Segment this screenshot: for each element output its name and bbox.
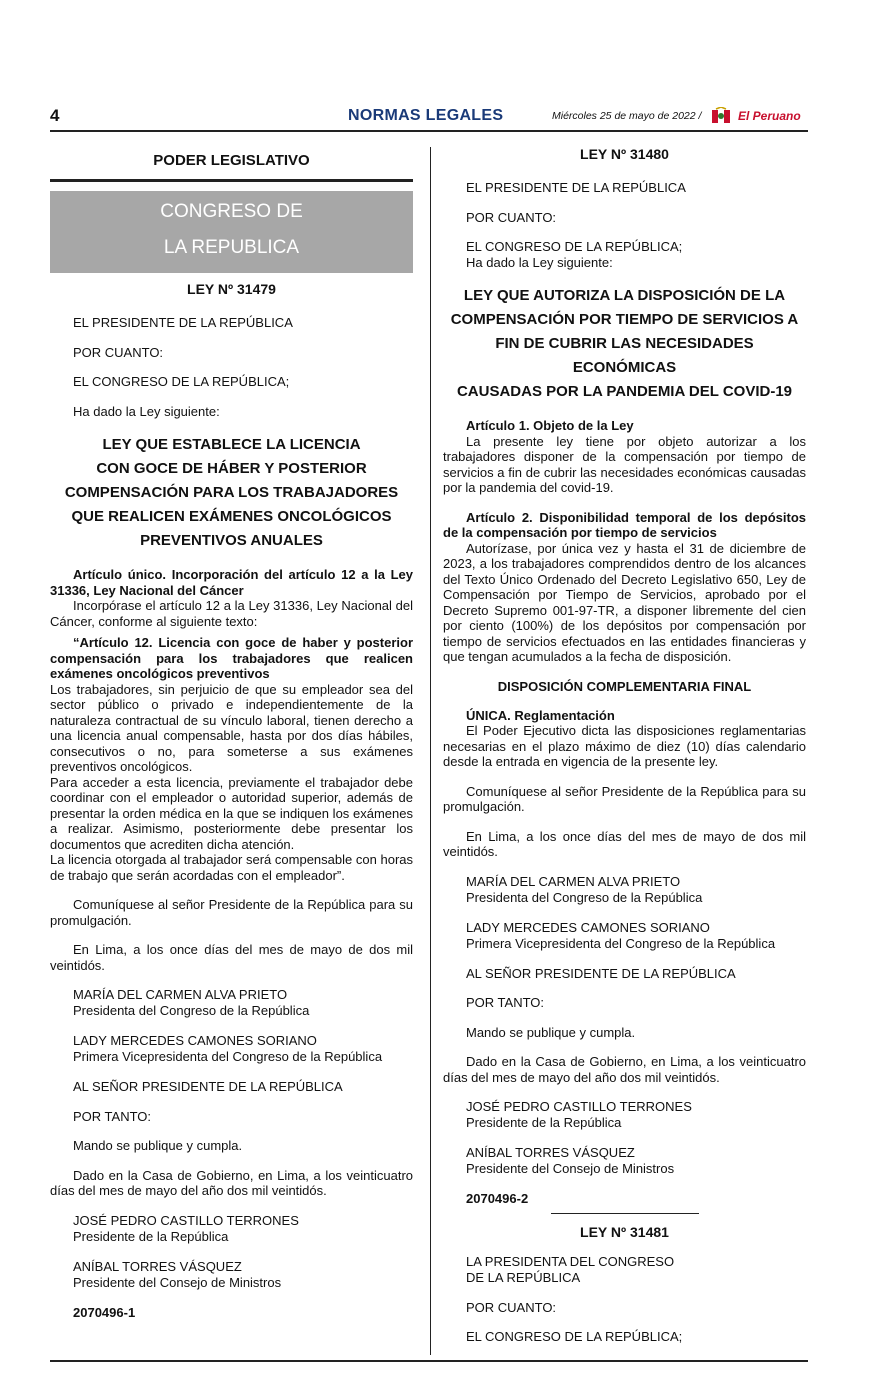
paragraph: Mando se publique y cumpla. xyxy=(73,1138,243,1153)
law-title-line: PREVENTIVOS ANUALES xyxy=(140,532,323,549)
signatory-role: Presidente del Consejo de Ministros xyxy=(466,1161,675,1176)
signatory-name: ANÍBAL TORRES VÁSQUEZ xyxy=(466,1145,635,1160)
signature-block xyxy=(443,1145,806,1177)
paragraph: EL PRESIDENTE DE LA REPÚBLICA xyxy=(466,180,686,195)
paragraph: POR TANTO: xyxy=(73,1108,152,1124)
quoted-paragraph: Para acceder a esta licencia, previamente el trabajador debe coordinar con el empleador o autoridad superior, además de presentar la orden médica en la que se indiquen los exámenes a realizar. Asimismo, posteriormente debe presentar los documentos que acrediten dicha atención. xyxy=(50,774,413,852)
signatory-name: JOSÉ PEDRO CASTILLO TERRONES xyxy=(466,1099,692,1114)
article-body: Incorpórase el artículo 12 a la Ley 31336, Ley Nacional del Cáncer, conforme al siguiente texto: xyxy=(50,598,413,629)
signatory-role: Primera Vicepresidenta del Congreso de la República xyxy=(466,935,776,951)
law-title-line: CAUSADAS POR LA PANDEMIA DEL COVID-19 xyxy=(456,383,793,400)
separator-rule xyxy=(551,1213,699,1214)
header-rule xyxy=(50,130,808,132)
paragraph: POR CUANTO: xyxy=(466,209,557,225)
paragraph: EL CONGRESO DE LA REPÚBLICA; xyxy=(466,239,683,254)
right-column xyxy=(443,140,806,1359)
signature-block xyxy=(50,1033,413,1065)
law-title-line: COMPENSACIÓN POR TIEMPO DE SERVICIOS A xyxy=(450,311,799,328)
signature-block xyxy=(443,874,806,906)
law-title-line: LEY QUE AUTORIZA LA DISPOSICIÓN DE LA xyxy=(463,287,786,304)
issuer-block xyxy=(443,1254,806,1286)
provision-subheading: ÚNICA. Reglamentación xyxy=(466,707,615,723)
signature-block xyxy=(50,987,413,1019)
quoted-article-heading: “Artículo 12. Licencia con goce de haber y posterior compensación para los trabajadores que realicen exámenes oncológicos preventivos xyxy=(50,635,413,681)
quoted-paragraph: La licencia otorgada al trabajador será compensable con horas de trabajo que serán acordadas con el empleador”. xyxy=(50,852,413,883)
signatory-name: MARÍA DEL CARMEN ALVA PRIETO xyxy=(73,987,288,1002)
newspaper-name: El Peruano xyxy=(738,109,801,123)
signature-block xyxy=(443,1099,806,1131)
law-number: LEY Nº 31479 xyxy=(187,281,276,297)
law-number: LEY Nº 31480 xyxy=(580,146,669,162)
signatory-name: JOSÉ PEDRO CASTILLO TERRONES xyxy=(73,1212,299,1228)
law-title-line: FIN DE CUBRIR LAS NECESIDADES ECONÓMICAS xyxy=(495,335,754,376)
paragraph: EL CONGRESO DE LA REPÚBLICA; xyxy=(466,1329,683,1344)
law-number: LEY Nº 31481 xyxy=(580,1223,669,1240)
law-title-line: QUE REALICEN EXÁMENES ONCOLÓGICOS xyxy=(71,508,392,525)
signature-block xyxy=(50,1259,413,1291)
signature-block xyxy=(50,1213,413,1245)
law-title-line: LEY QUE ESTABLECE LA LICENCIA xyxy=(102,436,361,453)
signatory-name: LADY MERCEDES CAMONES SORIANO xyxy=(73,1033,317,1048)
provision-heading: DISPOSICIÓN COMPLEMENTARIA FINAL xyxy=(497,678,752,694)
publication-code: 2070496-1 xyxy=(73,1304,136,1320)
law-title-line: CON GOCE DE HÁBER Y POSTERIOR xyxy=(96,460,367,477)
issuer-line: LA PRESIDENTA DEL CONGRESO xyxy=(466,1253,675,1269)
section-rule xyxy=(50,179,413,182)
paragraph: AL SEÑOR PRESIDENTE DE LA REPÚBLICA xyxy=(73,1079,343,1094)
article-heading: Artículo 2. Disponibilidad temporal de los depósitos de la compensación por tiempo de servicios xyxy=(443,509,806,540)
congress-banner xyxy=(50,191,413,273)
signatory-name: ANÍBAL TORRES VÁSQUEZ xyxy=(73,1258,242,1274)
article-body: Autorízase, por única vez y hasta el 31 de diciembre de 2023, a los trabajadores comprendidos dentro de los alcances del Texto Único Ordenado del Decreto Legislativo 650, Ley de Compensación por Tiempo de Servicios, aprobado por el Decreto Supremo 001-97-TR, a disponer libremente del cien por ciento (100%) de los depósitos por compensación por tiempo de servicios efectuados en las entidades financieras y que tengan acumulados a la fecha de disposición. xyxy=(443,540,806,664)
paragraph: EL CONGRESO DE LA REPÚBLICA; xyxy=(73,374,290,389)
signatory-role: Presidente de la República xyxy=(73,1228,229,1244)
article-body: La presente ley tiene por objeto autorizar a los trabajadores disponer de la compensación por tiempo de servicios a fin de cubrir las necesidades económicas causadas por la pandemia del covid-19. xyxy=(443,433,806,495)
provision-body: El Poder Ejecutivo dicta las disposiciones reglamentarias necesarias en el plazo máximo de diez (10) días calendario desde la entrada en vigencia de la presente ley. xyxy=(443,723,806,769)
paragraph: Mando se publique y cumpla. xyxy=(466,1024,636,1040)
quoted-paragraph: Los trabajadores, sin perjuicio de que su empleador sea del sector público o privado e independientemente de la naturaleza contractual de su vínculo laboral, tienen derecho a una licencia anual compensable, hasta por dos días hábiles, consecutivos o no, para someterse a sus exámenes preventivos oncológicos. xyxy=(50,681,413,774)
section-title: NORMAS LEGALES xyxy=(348,107,504,124)
paragraph: POR CUANTO: xyxy=(73,344,164,360)
issue-date: Miércoles 25 de mayo de 2022 / xyxy=(552,110,702,122)
signatory-name: MARÍA DEL CARMEN ALVA PRIETO xyxy=(466,873,681,889)
article-heading: Artículo único. Incorporación del artículo 12 a la Ley 31336, Ley Nacional del Cáncer xyxy=(50,567,413,598)
signatory-role: Presidente de la República xyxy=(466,1115,622,1130)
paragraph: En Lima, a los once días del mes de mayo de dos mil veintidós. xyxy=(443,828,806,859)
law-title xyxy=(50,433,413,553)
paragraph: Dado en la Casa de Gobierno, en Lima, a los veinticuatro días del mes de mayo del año dos mil veintidós. xyxy=(50,1167,413,1198)
issuer-line: DE LA REPÚBLICA xyxy=(466,1269,581,1285)
paragraph: En Lima, a los once días del mes de mayo de dos mil veintidós. xyxy=(50,942,413,973)
paragraph: AL SEÑOR PRESIDENTE DE LA REPÚBLICA xyxy=(466,965,736,981)
paragraph: Comuníquese al señor Presidente de la República para su promulgación. xyxy=(443,783,806,814)
paragraph: POR TANTO: xyxy=(466,995,545,1010)
page-number: 4 xyxy=(50,106,60,125)
column-divider xyxy=(430,147,431,1355)
coat-of-arms-icon xyxy=(712,107,730,125)
signature-block xyxy=(443,920,806,952)
signatory-role: Presidenta del Congreso de la República xyxy=(73,1003,310,1018)
paragraph: Dado en la Casa de Gobierno, en Lima, a los veinticuatro días del mes de mayo del año dos mil veintidós. xyxy=(443,1054,806,1085)
signatory-name: LADY MERCEDES CAMONES SORIANO xyxy=(466,919,710,935)
paragraph: Comuníquese al señor Presidente de la República para su promulgación. xyxy=(50,897,413,928)
paragraph: Ha dado la Ley siguiente: xyxy=(73,403,220,419)
paragraph: Ha dado la Ley siguiente: xyxy=(466,254,613,270)
page-header xyxy=(50,106,808,128)
signatory-role: Primera Vicepresidenta del Congreso de la República xyxy=(73,1049,383,1064)
law-title xyxy=(443,284,806,404)
congress-line-1: CONGRESO DE xyxy=(160,201,303,222)
paragraph: EL PRESIDENTE DE LA REPÚBLICA xyxy=(73,315,293,330)
paragraph: POR CUANTO: xyxy=(466,1299,557,1315)
signatory-role: Presidente del Consejo de Ministros xyxy=(73,1274,282,1290)
section-heading: PODER LEGISLATIVO xyxy=(153,152,310,169)
signatory-role: Presidenta del Congreso de la República xyxy=(466,889,703,905)
law-title-line: COMPENSACIÓN PARA LOS TRABAJADORES xyxy=(64,484,399,501)
publication-code: 2070496-2 xyxy=(466,1191,529,1206)
article-heading: Artículo 1. Objeto de la Ley xyxy=(466,418,634,433)
left-column xyxy=(50,140,413,1320)
congress-line-2: LA REPUBLICA xyxy=(163,237,300,258)
footer-rule xyxy=(50,1360,808,1362)
